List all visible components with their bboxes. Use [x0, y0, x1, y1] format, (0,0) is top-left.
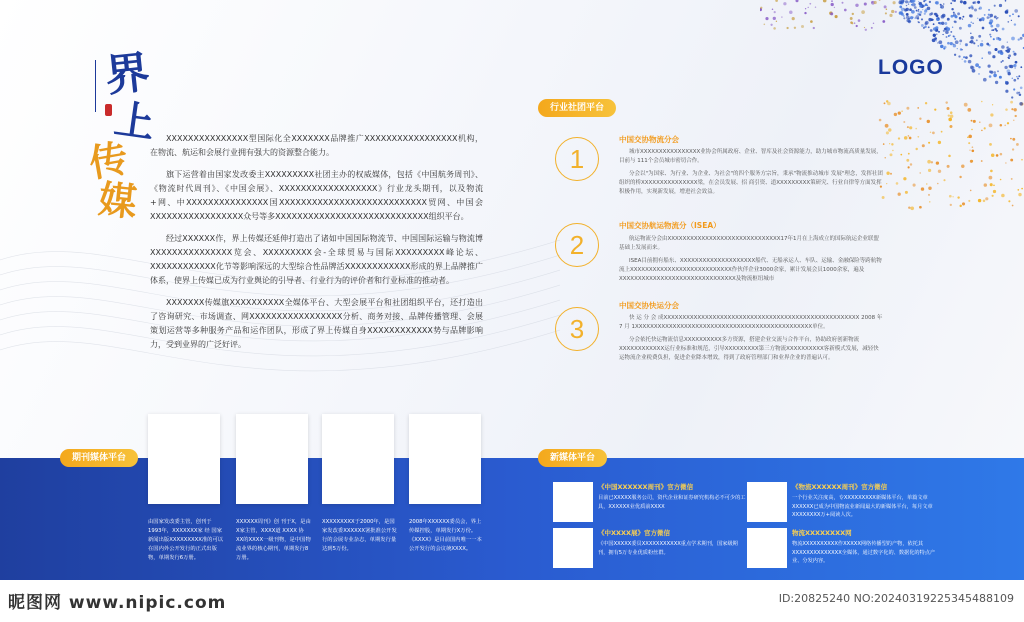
org-paragraph: 快 运 分 会 成XXXXXXXXXXXXXXXXXXXXXXXXXXXXXXXXXXXXXXXXXXXXXXXXXXXX 2008 年 7 月 1XXXXXXXXXXXXXXXXXXXXXXXXXXXXXXXXXXXXXXXXXXXXXXX单位。 — [619, 315, 883, 330]
periodical-image-1 — [148, 414, 220, 504]
intro-text — [150, 132, 483, 360]
new-media-text-3: 《中国XXXXX委员XXXXXXXXXXX重点学术期刊，国家级期刊，拥有5万专业优质粉丝群。 — [598, 541, 738, 556]
title-char-4: 媒 — [96, 176, 139, 225]
periodical-description-2: XXXXXX周刊》创 刊于X，是由X家主管，XXXX道 XXXX 协 XX的XXXX一级刊物，是中国物流业界的核心期刊，单期发行8万册。 — [236, 519, 311, 561]
new-media-title-3: 《中XXXX展》官方微信 — [598, 529, 671, 537]
intro-paragraph: XXXXXXX传媒旗XXXXXXXXXX全媒体平台、大型会展平台和社团组织平台，还打造出了咨询研究、市场调查、网XXXXXXXXXXXXXXXXX分析、商务对接、品牌传播管理、会展策划运营等多种服务产品和运作团队，形成了界上传媒自身XXXXXXXXXXXX势与品牌影响力，受到业界的广泛好评。 — [150, 298, 483, 349]
periodical-description-1: 由国家发改委主管，创刊于1993年，XXXXXXX家 经 国家新闻出版XXXXXXXXX准的可以在国内外公开发行的正式出版物，单期发行6万册。 — [148, 519, 224, 561]
new-media-text-4: 物流XXXXXXXXXX作XXXXX网络传播型的产物，依托其XXXXXXXXXXXXXX全媒体，通过数字化的、数据化的特点产业、分发内容。 — [792, 541, 936, 564]
title-char-2: 上 — [111, 95, 158, 148]
org-title-2: 中国交协航运物流分（ISEA） — [619, 221, 721, 230]
org-text-3 — [619, 314, 883, 367]
number-circle-1: 1 — [555, 137, 599, 181]
number-circle-3: 3 — [555, 307, 599, 351]
new-media-qr-1 — [553, 482, 593, 522]
number-circle-2: 2 — [555, 223, 599, 267]
org-text-2 — [619, 235, 883, 288]
title-line — [95, 60, 96, 112]
image-id: ID:20825240 NO:20240319225345488109 — [778, 592, 1014, 605]
periodical-image-2 — [236, 414, 308, 504]
periodical-image-3 — [322, 414, 394, 504]
intro-paragraph: 经过XXXXXX作，界上传媒还延伸打造出了诸如中国国际物流节、中国国际运输与物流博XXXXXXXXXXXXXXX览会、XXXXXXXXX会-全球贸易与国际XXXXXXXXX峰论坛、XXXXXXXXXXXX化节等影响深远的大型综合性品牌活XXXXXXXXXXXX形成的界上品牌推广体系，使界上传媒已成为行业舆论的引导者、行业行为的评价者和行业标准的推动者。 — [150, 234, 483, 285]
periodicals-header: 期刊媒体平台 — [60, 449, 138, 467]
new-media-text-1: 目前已XXXXX服务公司，资代企业和证券研究机构必不可少的工具，XXXXXX业优质前XXXX — [598, 495, 746, 510]
new-media-title-4: 物流XXXXXXXX网 — [792, 529, 852, 537]
intro-paragraph: XXXXXXXXXXXXXXX型国际化全XXXXXXX品牌推广XXXXXXXXXXXXXXXXX机构，在物流、航运和会展行业拥有强大的资源整合能力。 — [150, 134, 483, 157]
org-paragraph: ISEA目前拥有船东、XXXXXXXXXXXXXXXXXXXX船代、无船承运人、车队、运输、金融保险等跨航物流上XXXXXXXXXXXXXXXXXXXXXXXXXXX作伙伴企业3000余家，累计发展会员1000余家，遍及XXXXXXXXXXXXXXXXXXXXXXXXXXXXXXX及物流枢纽城市 — [619, 258, 882, 282]
title-char-3: 传 — [85, 134, 132, 186]
org-paragraph: 城市XXXXXXXXXXXXXXXX业协会所属政府、企业、智库及社会资源能力，助力城市物流高质量发展，目前与 111个会员城市密切合作。 — [619, 149, 882, 164]
new-media-qr-4 — [747, 528, 787, 568]
org-text-1 — [619, 148, 883, 201]
new-media-text-2: 一个行业关注度高，专XXXXXXXXX新媒体平台，单篇文章XXXXXX已成为中国物流业新闻最大的新媒体平台，每月文章XXXXXXXX万+阅读人次。 — [792, 495, 933, 518]
org-paragraph: 航运物流分会由XXXXXXXXXXXXXXXXXXXXXXXXXXXXXX17年1月在上海成立的国际航运企业联盟基础上发展而来。 — [619, 236, 880, 251]
association-header: 行业社团平台 — [538, 99, 616, 117]
org-paragraph: 分会以"为国家、为行业、为企业、为社会"的四个服务方宗旨，秉承"物流推动城市 发展"理念，发挥社团组织的桥XXXXXXXXXXXXXXX梁，在会员发展、招 商引资、道XXXXXXXXX策研究、行业自律等方面发挥积极作用，实现新发展，增进社会效益。 — [619, 171, 883, 195]
new-media-title-2: 《物流XXXXXX周刊》官方微信 — [792, 483, 888, 491]
new-media-qr-2 — [747, 482, 787, 522]
periodical-description-3: XXXXXXXXX于2000年，是国家发改委XXXXXX署批准公开发行的会展专业杂志，单期发行量达到5万份。 — [322, 519, 397, 552]
seal-stamp — [105, 104, 112, 116]
title-char-1: 界 — [102, 46, 153, 103]
logo: LOGO — [878, 56, 944, 79]
new-media-title-1: 《中国XXXXXX周刊》官方微信 — [598, 483, 694, 491]
new-media-qr-3 — [553, 528, 593, 568]
org-title-1: 中国交协物流分会 — [619, 135, 679, 144]
periodical-image-4 — [409, 414, 481, 504]
org-paragraph: 分会依托快运物流信息XXXXXXXXXX多方资源，搭建企业交流与合作平台，协助政府创新物流XXXXXXXXXXXX运行业标准和规范，引导XXXXXXXXX第三方物流XXXXXXXXXX客新模式发展，减轻快运物流企业税费负担，促进企业降本增效，得到了政府管理部门和业界企业的普遍认可。 — [619, 337, 879, 361]
periodical-description-4: 2008年XXXXXX委员会，界上传媒控股，单期发行X万份。《XXXX》是目前国内唯一一本公开发行的会议统XXXX。 — [409, 519, 482, 552]
watermark: 昵图网 www.nipic.com — [8, 593, 227, 613]
org-title-3: 中国交协快运分会 — [619, 301, 679, 310]
new-media-header: 新媒体平台 — [538, 449, 607, 467]
intro-paragraph: 旗下运营着由国家发改委主XXXXXXXXX社团主办的权威媒体，包括《中国航务周刊》、《物流时代周刊》、《中国会展》、XXXXXXXXXXXXXXXXXX》行业龙头期刊，以及物流+网、中XXXXXXXXXXXXXXX国XXXXXXXXXXXXXXXXXXXXXXXXXXX贸网、中国会XXXXXXXXXXXXXXXXX众号等多XXXXXXXXXXXXXXXXXXXXXXXXXXXX组织平台。 — [150, 170, 483, 221]
footer — [0, 580, 1024, 622]
